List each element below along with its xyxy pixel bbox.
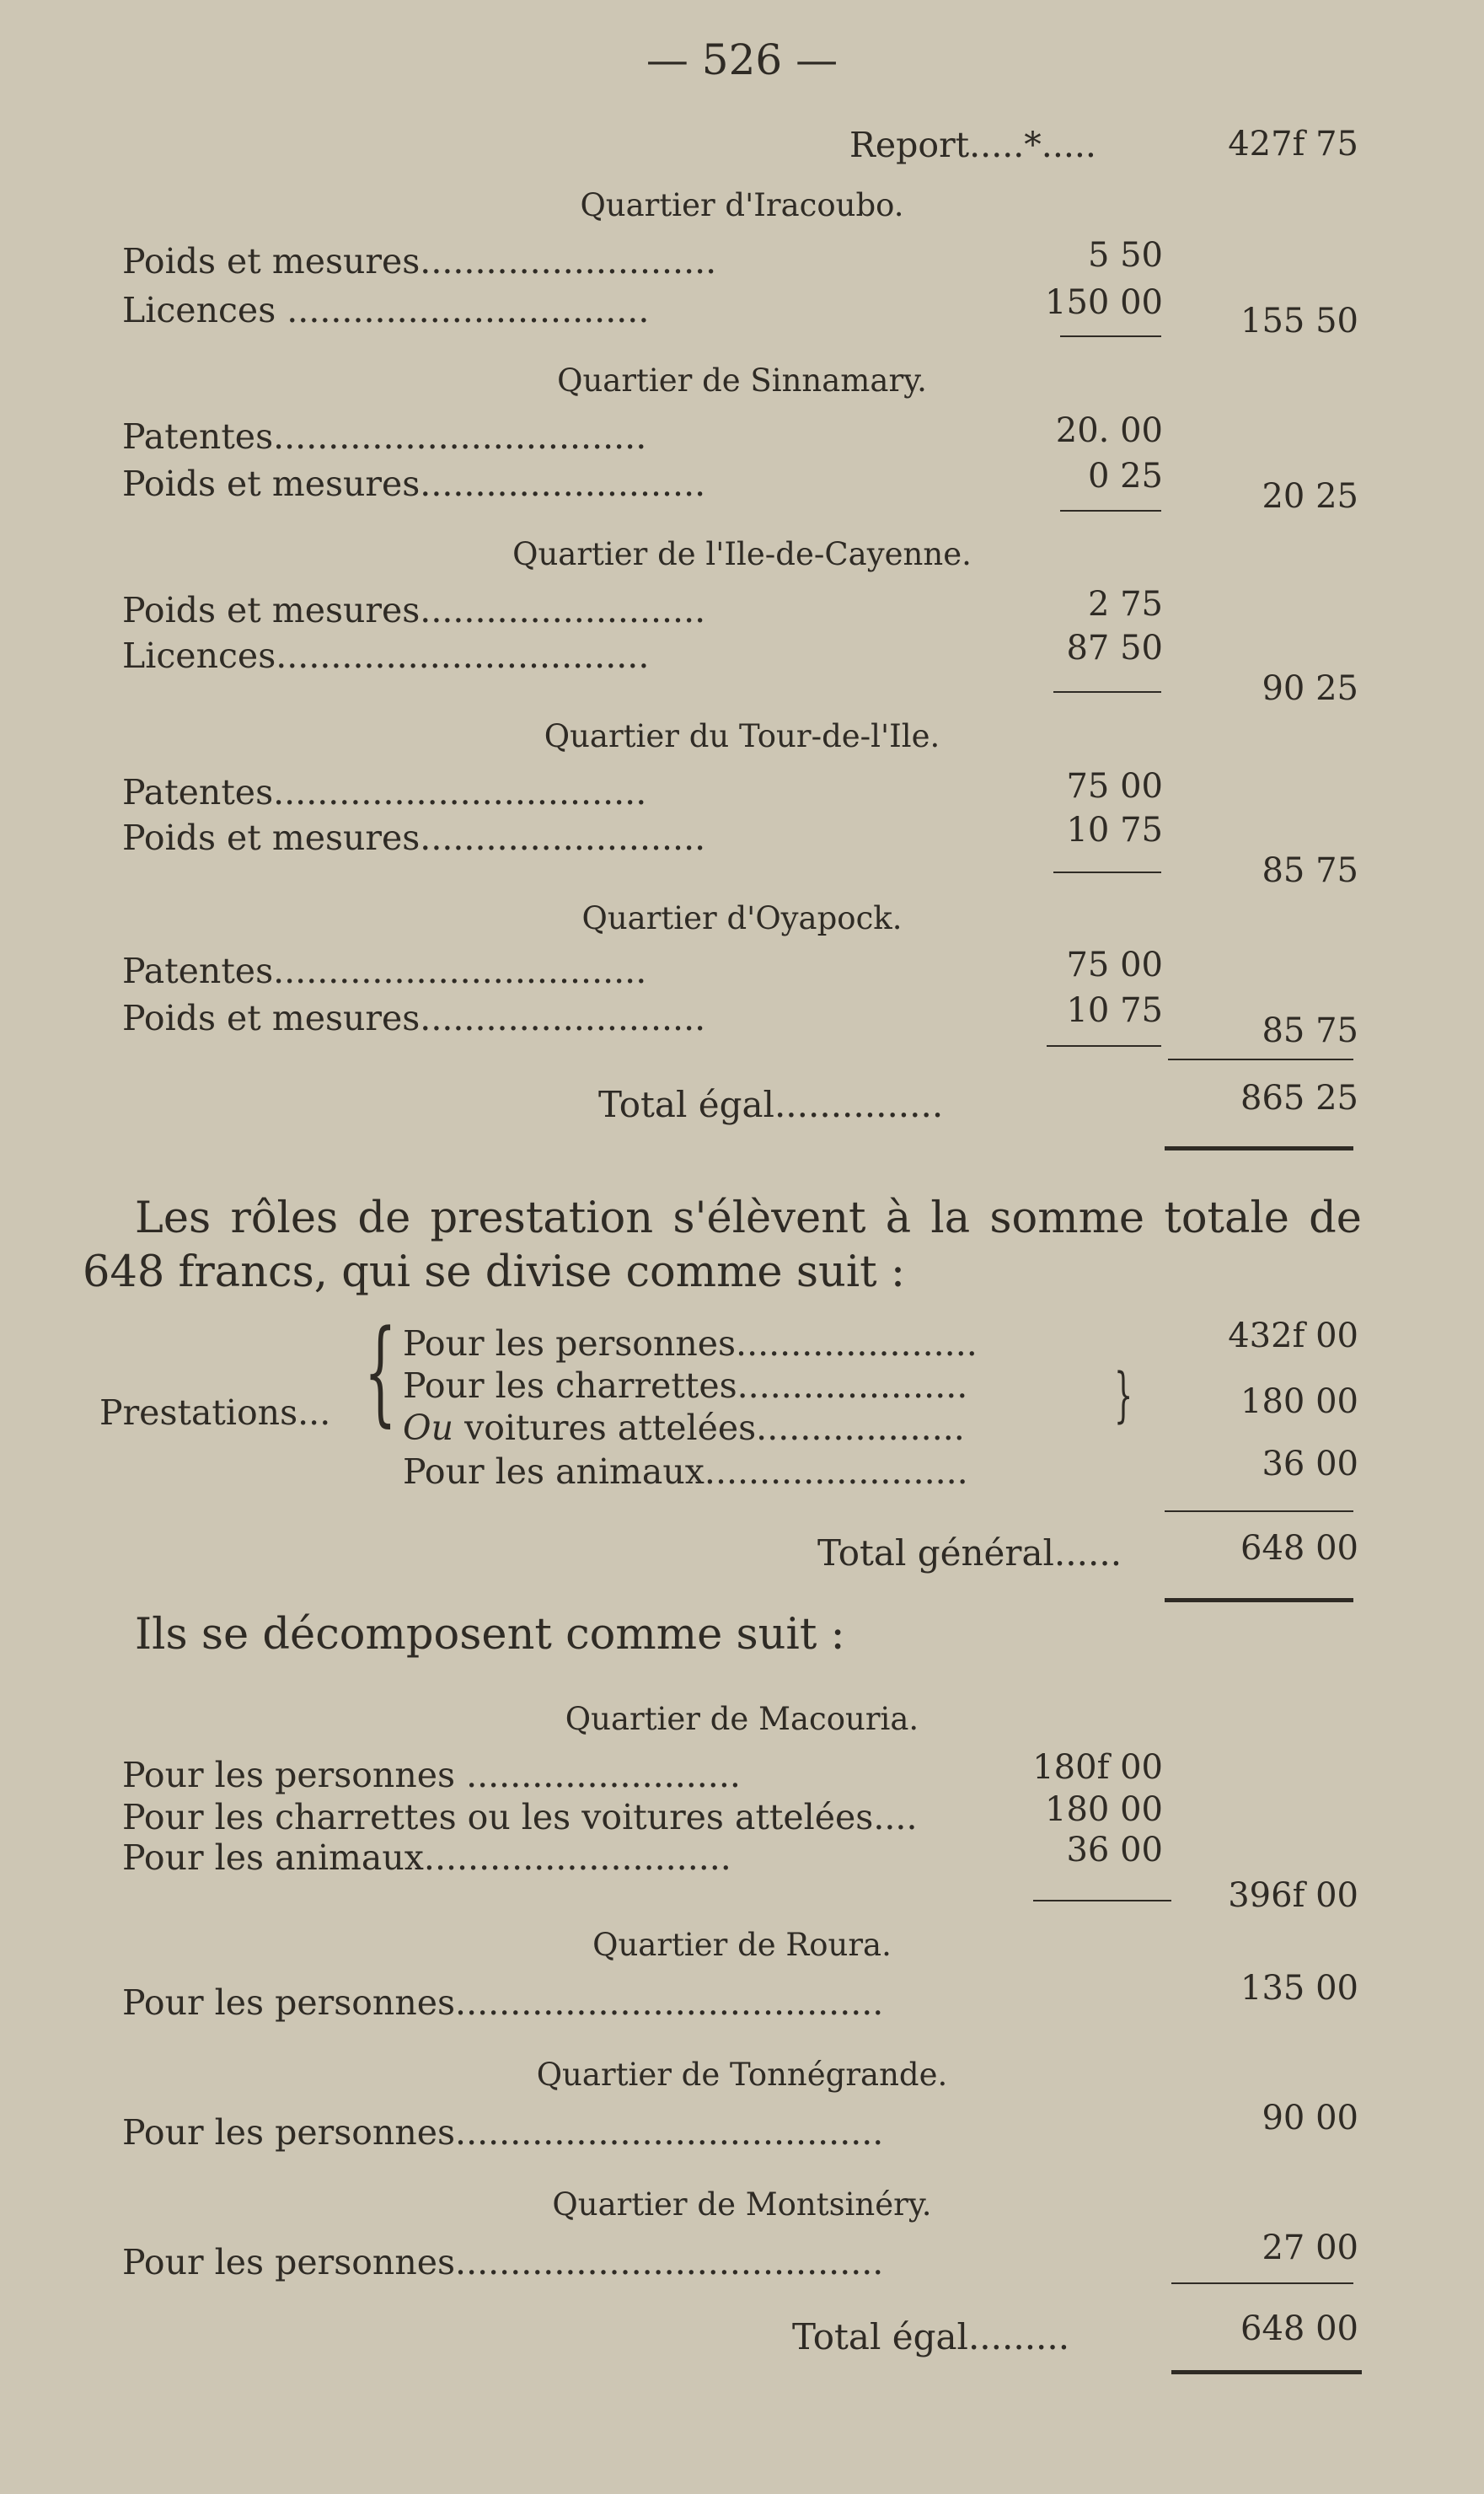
row-label: Pour les charrettes ou les voitures attelées.... xyxy=(122,1797,918,1837)
row-value: 75 00 xyxy=(1066,946,1163,984)
sum-line xyxy=(1053,872,1161,873)
prestation-row-label: Pour les charrettes..................... xyxy=(403,1365,968,1406)
row-label: Patentes.................................. xyxy=(122,416,647,457)
total-egal-value: 865 25 xyxy=(1240,1079,1358,1118)
right-brace: } xyxy=(1114,1360,1133,1429)
total-egal-label: Total égal......... xyxy=(792,2316,1070,2357)
prestation-row-label: Pour les personnes...................... xyxy=(403,1323,978,1364)
row-label: Pour les personnes....................................... xyxy=(122,2242,884,2282)
row-label: Patentes.................................. xyxy=(122,951,647,991)
row-value: 150 00 xyxy=(1045,283,1163,322)
section-title-iracoubo: Quartier d'Iracoubo. xyxy=(580,187,904,223)
row-value: 27 00 xyxy=(1262,2229,1358,2267)
prestation-row-label-italic: Ou voitures attelées................... xyxy=(403,1408,965,1448)
sum-line xyxy=(1047,1045,1161,1047)
total-general-label: Total général...... xyxy=(817,1532,1122,1574)
section-total: 20 25 xyxy=(1262,477,1358,516)
row-value: 10 75 xyxy=(1066,991,1163,1030)
sum-line xyxy=(1165,1510,1353,1512)
row-label: Poids et mesures........................... xyxy=(122,241,717,282)
section-total: 85 75 xyxy=(1262,851,1358,890)
report-label: Report.....*..... xyxy=(849,125,1096,165)
double-rule xyxy=(1165,1598,1353,1602)
row-value: 36 00 xyxy=(1066,1831,1163,1869)
section-title-roura: Quartier de Roura. xyxy=(592,1927,892,1963)
prestation-row-label: Pour les animaux........................ xyxy=(403,1451,968,1492)
total-general-value: 648 00 xyxy=(1240,1529,1358,1568)
row-label: Patentes.................................. xyxy=(122,772,647,813)
row-value: 0 25 xyxy=(1087,457,1163,496)
section-title-macouria: Quartier de Macouria. xyxy=(565,1701,919,1737)
section-title-ile-de-cayenne: Quartier de l'Ile-de-Cayenne. xyxy=(512,536,972,572)
left-brace: { xyxy=(364,1306,397,1438)
double-rule xyxy=(1165,1146,1353,1150)
paragraph-line: 648 francs, qui se divise comme suit : xyxy=(83,1247,906,1297)
row-value: 180f 00 xyxy=(1032,1748,1163,1787)
row-value: 135 00 xyxy=(1240,1969,1358,2008)
sum-line xyxy=(1060,335,1161,337)
section-total: 155 50 xyxy=(1240,302,1358,341)
row-label: Pour les animaux............................ xyxy=(122,1837,731,1878)
row-label: Poids et mesures.......................... xyxy=(122,590,706,630)
row-value: 75 00 xyxy=(1066,767,1163,806)
paragraph-2: Ils se décomposent comme suit : xyxy=(135,1610,845,1660)
row-value: 2 75 xyxy=(1087,585,1163,624)
row-label: Licences.................................. xyxy=(122,636,650,676)
prestation-row-value: 180 00 xyxy=(1240,1382,1358,1421)
section-total: 90 25 xyxy=(1262,669,1358,708)
row-label: Poids et mesures.......................... xyxy=(122,464,706,504)
sum-line xyxy=(1171,2282,1353,2284)
section-total: 396f 00 xyxy=(1228,1876,1358,1915)
row-label: Pour les personnes ......................... xyxy=(122,1755,741,1795)
sum-line xyxy=(1060,510,1161,512)
row-value: 20. 00 xyxy=(1055,411,1163,450)
prestation-row-value: 36 00 xyxy=(1262,1445,1358,1483)
sum-line xyxy=(1168,1059,1353,1060)
prestation-row-value: 432f 00 xyxy=(1228,1317,1358,1355)
section-title-tour-de-lile: Quartier du Tour-de-l'Ile. xyxy=(544,718,940,754)
total-egal-value: 648 00 xyxy=(1240,2309,1358,2348)
section-title-tonnegrande: Quartier de Tonnégrande. xyxy=(536,2057,948,2093)
row-label: Pour les personnes....................................... xyxy=(122,2112,884,2153)
section-title-sinnamary: Quartier de Sinnamary. xyxy=(557,362,927,399)
total-egal-label: Total égal............... xyxy=(598,1084,944,1125)
row-value: 90 00 xyxy=(1262,2099,1358,2137)
row-label: Pour les personnes....................................... xyxy=(122,1982,884,2023)
row-label: Poids et mesures.......................... xyxy=(122,998,706,1038)
sum-line xyxy=(1033,1900,1171,1901)
report-total: 427f 75 xyxy=(1228,125,1358,164)
row-label: Poids et mesures.......................... xyxy=(122,818,706,858)
row-value: 5 50 xyxy=(1087,236,1163,275)
double-rule xyxy=(1171,2370,1362,2374)
row-value: 10 75 xyxy=(1066,811,1163,850)
row-label: Licences ................................. xyxy=(122,290,650,330)
row-value: 87 50 xyxy=(1066,629,1163,668)
sum-line xyxy=(1053,691,1161,693)
section-title-montsinery: Quartier de Montsinéry. xyxy=(552,2186,932,2223)
prestations-label: Prestations... xyxy=(99,1392,331,1433)
paragraph-line: Les rôles de prestation s'élèvent à la somme totale de xyxy=(135,1193,1362,1243)
section-title-oyapock: Quartier d'Oyapock. xyxy=(581,900,903,936)
page-number: — 526 — xyxy=(646,35,838,84)
section-total: 85 75 xyxy=(1262,1011,1358,1050)
row-value: 180 00 xyxy=(1045,1790,1163,1829)
